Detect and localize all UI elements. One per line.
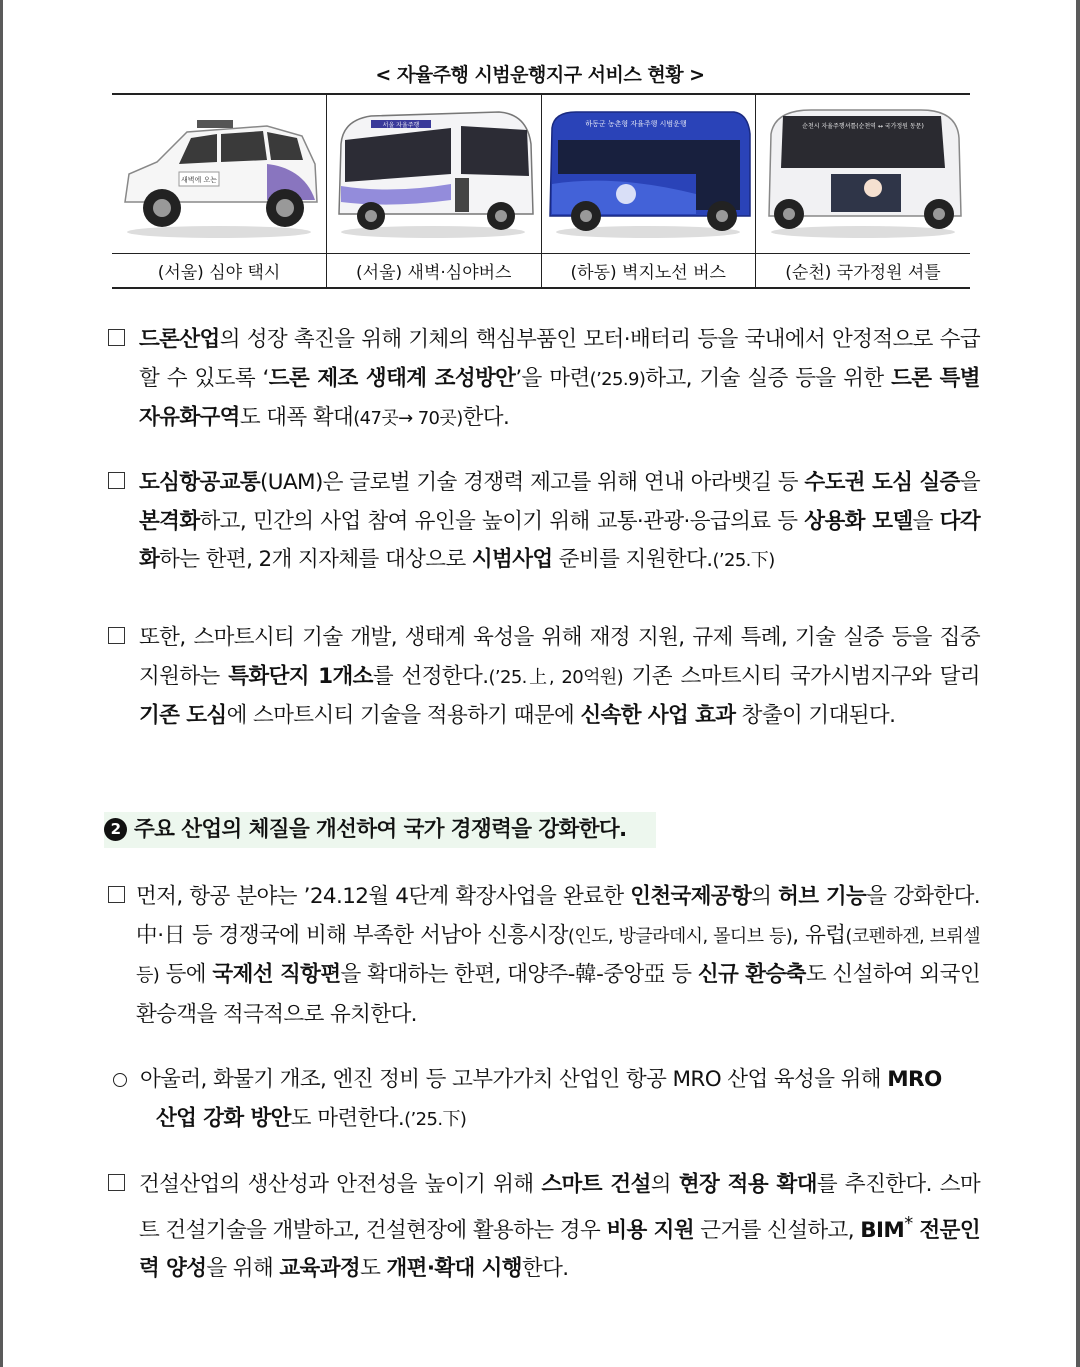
paragraph-text — [139, 1166, 980, 1289]
sub-item-mro — [113, 1061, 980, 1139]
bold-text: 상용화 모델 — [804, 508, 913, 534]
bold-text: 신속한 사업 효과 — [580, 703, 736, 728]
bold-text: 개편·확대 시행 — [386, 1256, 522, 1282]
text-segment: 근거를 신설하고, — [694, 1217, 861, 1243]
text-segment: 아울러, 화물기 개조, 엔진 정비 등 고부가가치 산업인 항공 MRO 산업 육성을 위해 — [140, 1067, 888, 1092]
text-segment: , 유럽 — [792, 922, 846, 948]
text-segment: 도 — [360, 1256, 387, 1282]
page-edge-right — [1076, 0, 1080, 1367]
paragraph-text — [139, 321, 980, 439]
bold-text: 인천국제공항 — [630, 884, 752, 909]
checkbox-bullet-icon — [108, 329, 125, 346]
bold-text: 비용 지원 — [606, 1217, 694, 1243]
bold-text: MRO — [887, 1067, 942, 1092]
text-segment: (코펜하겐, 브뤼셀 등) — [136, 925, 980, 986]
shuttle-image-text: 순천시 자율주행셔틀(순천역 ↔ 국가정원 동문) — [801, 123, 924, 130]
paragraph-text — [136, 878, 980, 1034]
text-segment: 하는 한편, 2개 지자체를 대상으로 — [159, 547, 472, 572]
vehicle-label: (서울) 새벽·심야버스 — [327, 254, 542, 289]
text-segment: 을 — [959, 470, 980, 495]
night-bus-image — [331, 104, 536, 244]
vehicle-label: (하동) 벽지노선 버스 — [541, 254, 756, 289]
text-segment: 를 선정한다. — [372, 663, 489, 689]
text-segment: (UAM)은 글로벌 기술 경쟁력 제고를 위해 연내 아라뱃길 등 — [260, 470, 805, 495]
text-segment: (’25.下) — [712, 550, 775, 571]
bold-text: 수도권 도심 실증 — [804, 470, 960, 495]
text-segment: (47곳→ 70곳) — [353, 408, 463, 429]
bold-text: 특화단지 1개소 — [228, 663, 373, 689]
bold-text: 현장 적용 확대 — [678, 1172, 817, 1197]
sub-item-text — [140, 1061, 980, 1139]
text-segment: 또한, 스마트시티 기술 개발, 생태계 육성을 위해 재정 지원, 규제 특례, 기술 실증 등을 집중 지원하는 — [139, 625, 980, 689]
figure-caption: < 자율주행 시범운행지구 서비스 현황 > — [375, 64, 705, 86]
paragraph-text — [139, 619, 980, 736]
bold-text: 드론산업 — [139, 327, 220, 352]
text-segment: 을 강화한다. 中·日 등 경쟁국에 비해 부족한 서남아 신흥시장 — [136, 884, 981, 948]
text-segment: 기존 스마트시티 국가시범지구와 달리 — [623, 663, 980, 689]
text-segment: 에 스마트시티 기술을 적용하기 때문에 — [226, 703, 581, 728]
vehicle-cell-rural-bus — [541, 94, 756, 254]
text-segment: 한다. — [462, 405, 510, 430]
page-edge-left — [0, 0, 3, 1367]
circle-bullet-icon — [113, 1073, 127, 1087]
text-segment: 하고, 민간의 사업 참여 유인을 높이기 위해 교통·관광·응급의료 등 — [199, 508, 805, 534]
text-segment: 한다. — [521, 1256, 569, 1282]
text-segment: (’25.9) — [589, 368, 646, 390]
shuttle-image — [761, 104, 966, 244]
bold-text: 드론 제조 생태계 조성방안 — [268, 365, 516, 391]
vehicle-cell-night-bus — [327, 94, 542, 254]
text-segment: 준비를 지원한다. — [552, 547, 713, 572]
paragraph-uam — [108, 464, 980, 581]
text-segment: 먼저, 항공 분야는 ’24.12월 4단계 확장사업을 완료한 — [136, 884, 631, 909]
section-number-icon: 2 — [104, 818, 127, 841]
taxi-image-text: 새벽에 오는 — [180, 176, 217, 184]
bold-text: 국제선 직항편 — [212, 962, 341, 987]
text-segment: 을 확대하는 한편, 대양주-韓-중앙亞 등 — [340, 962, 698, 987]
bold-text: 드론 특별 자유화구역 — [139, 365, 980, 430]
paragraph-construction — [108, 1166, 980, 1289]
bold-text: 시범사업 — [471, 547, 553, 572]
paragraph-text — [139, 464, 980, 581]
sub-item-line — [140, 1100, 980, 1140]
bold-text: 산업 강화 방안 — [156, 1105, 291, 1131]
text-segment: 의 성장 촉진을 위해 기체의 핵심부품인 모터·배터리 등을 국내에서 안정적으로 수급할 수 있도록 ‘ — [139, 327, 980, 391]
text-segment: 등에 — [159, 962, 213, 987]
text-segment: 건설산업의 생산성과 안전성을 높이기 위해 — [139, 1172, 542, 1197]
bold-text: 스마트 건설 — [541, 1172, 651, 1197]
section-heading — [104, 812, 656, 848]
paragraph-smartcity — [108, 619, 980, 736]
bold-text: 전문인력 양성 — [139, 1217, 980, 1282]
text-segment: 도 대폭 확대 — [239, 405, 354, 430]
vehicle-cell-taxi — [112, 94, 327, 254]
text-segment: 의 — [650, 1172, 679, 1197]
paragraph-drone — [108, 321, 980, 439]
text-segment: (인도, 방글라데시, 몰디브 등) — [567, 925, 793, 947]
text-segment: 를 추진한다. 스마트 건설기술을 개발하고, 건설현장에 활용하는 경우 — [139, 1172, 981, 1243]
checkbox-bullet-icon — [108, 886, 125, 903]
section-heading-text: 주요 산업의 체질을 개선하여 국가 경쟁력을 강화한다. — [134, 817, 627, 842]
bold-text: BIM — [860, 1217, 905, 1243]
checkbox-bullet-icon — [108, 1174, 125, 1191]
bold-text: 신규 환승축 — [697, 962, 806, 987]
night-bus-image-text: 서울 자율주행 — [382, 122, 420, 129]
rural-bus-image — [546, 104, 751, 244]
checkbox-bullet-icon — [108, 472, 125, 489]
vehicle-cell-shuttle — [756, 94, 971, 254]
vehicle-label: (서울) 심야 택시 — [112, 254, 327, 289]
checkbox-bullet-icon — [108, 627, 125, 644]
bold-text: 도심항공교통 — [139, 470, 261, 495]
text-segment: 창출이 기대된다. — [735, 703, 896, 728]
text-segment: (’25.上, 20억원) — [488, 666, 624, 688]
rural-bus-image-text: 하동군 농촌형 자율주행 시범운행 — [585, 120, 687, 128]
bold-text: 교육과정 — [279, 1256, 361, 1282]
bold-text: 본격화 — [139, 508, 200, 534]
text-segment: 을 — [912, 508, 940, 534]
taxi-image — [117, 104, 322, 244]
vehicle-table — [112, 93, 970, 289]
bold-text: 기존 도심 — [139, 703, 227, 728]
text-segment: 하고, 기술 실증 등을 위한 — [645, 365, 892, 391]
text-segment: 의 — [751, 884, 779, 909]
bold-text: 허브 기능 — [778, 884, 867, 909]
text-segment: 도 신설하여 외국인 환승객을 적극적으로 유치한다. — [136, 962, 981, 1027]
text-segment: 도 마련한다. — [290, 1105, 405, 1131]
text-segment: 을 위해 — [206, 1256, 280, 1282]
footnote-mark: * — [904, 1212, 913, 1234]
bold-text: 다각화 — [139, 508, 981, 572]
text-segment: (’25.下) — [404, 1108, 467, 1130]
sub-item-line — [140, 1061, 980, 1100]
text-segment: ’을 마련 — [515, 365, 590, 391]
vehicle-label: (순천) 국가정원 셔틀 — [756, 254, 971, 289]
paragraph-aviation — [108, 878, 980, 1034]
